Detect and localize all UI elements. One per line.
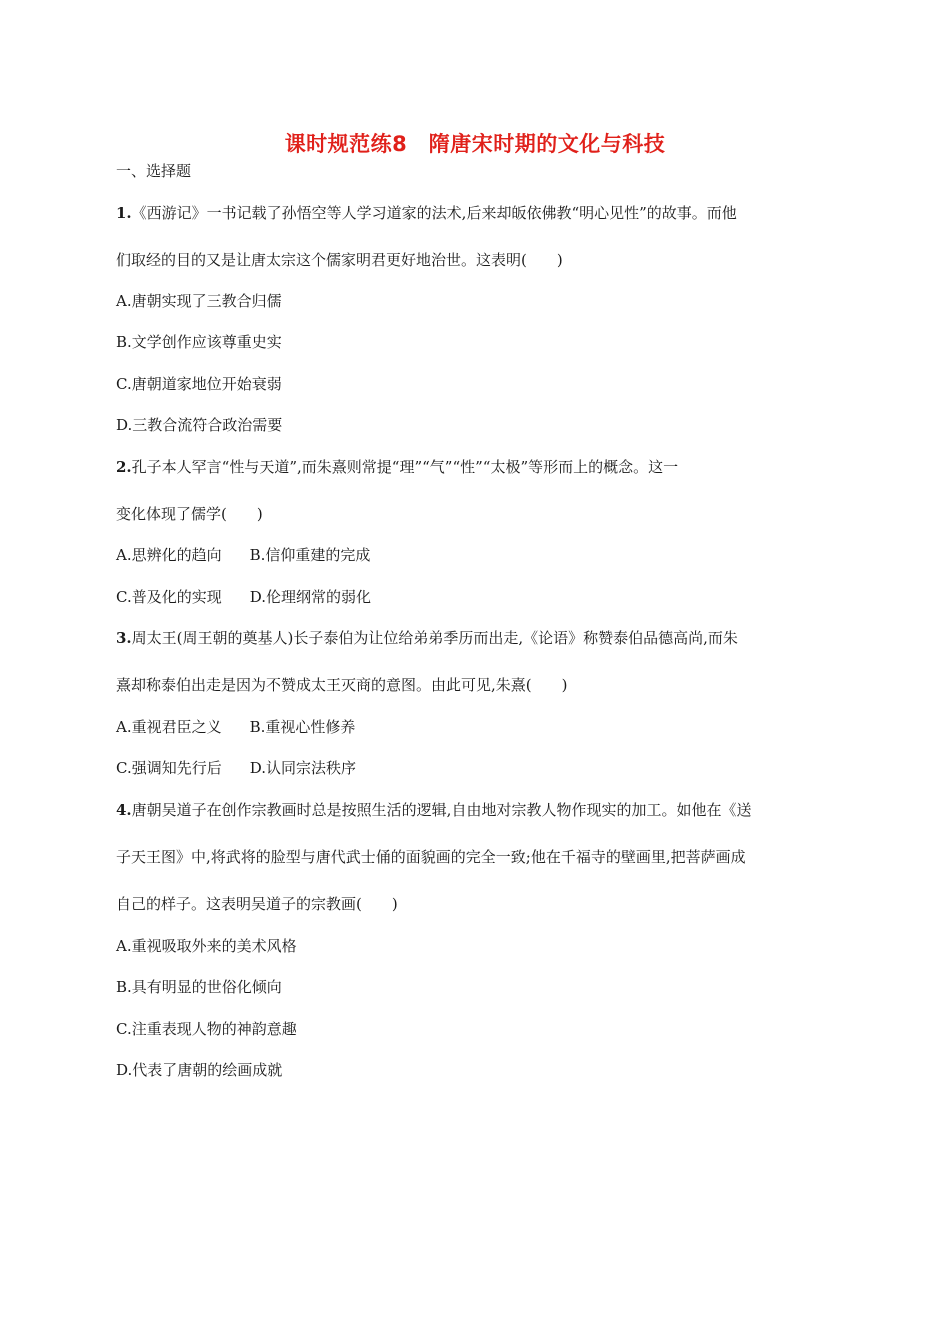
question-4-text-3: 自己的样子。这表明吴道子的宗教画( ) xyxy=(116,895,398,913)
question-2-option-a: A.思辨化的趋向 xyxy=(116,546,222,564)
question-3-number: 3. xyxy=(116,629,132,647)
question-1-text-1: 《西游记》一书记载了孙悟空等人学习道家的法术,后来却皈依佛教“明心见性”的故事。而他 xyxy=(131,204,737,222)
question-1-option-b: B.文学创作应该尊重史实 xyxy=(116,333,282,351)
question-1-option-a: A.唐朝实现了三教合归儒 xyxy=(116,292,282,310)
question-1-line-1 xyxy=(116,203,737,223)
question-1-option-d: D.三教合流符合政治需要 xyxy=(116,416,283,434)
question-3-options-row-1 xyxy=(116,717,355,737)
question-2-text-2: 变化体现了儒学( ) xyxy=(116,505,263,523)
question-3-text-1: 周太王(周王朝的奠基人)长子泰伯为让位给弟弟季历而出走,《论语》称赞泰伯品德高尚,而朱 xyxy=(131,629,738,647)
question-1-text-2: 们取经的目的又是让唐太宗这个儒家明君更好地治世。这表明( ) xyxy=(116,251,563,269)
question-3-option-b: B.重视心性修养 xyxy=(249,718,356,736)
question-2-options-row-2 xyxy=(116,587,371,607)
question-4-option-a: A.重视吸取外来的美术风格 xyxy=(116,937,297,955)
question-2-option-d: D.伦理纲常的弱化 xyxy=(249,588,371,606)
question-3-option-c: C.强调知先行后 xyxy=(116,759,222,777)
question-1-option-c: C.唐朝道家地位开始衰弱 xyxy=(116,375,282,393)
question-4-line-1 xyxy=(116,800,751,820)
question-2-option-b: B.信仰重建的完成 xyxy=(249,546,371,564)
question-3-text-2: 熹却称泰伯出走是因为不赞成太王灭商的意图。由此可见,朱熹( ) xyxy=(116,676,568,694)
question-4-option-d: D.代表了唐朝的绘画成就 xyxy=(116,1061,283,1079)
section-heading: 一、选择题 xyxy=(116,162,192,180)
question-4-number: 4. xyxy=(116,801,132,819)
question-2-text-1: 孔子本人罕言“性与天道”,而朱熹则常提“理”“气”“性”“太极”等形而上的概念。这一 xyxy=(131,458,679,476)
question-3-option-d: D.认同宗法秩序 xyxy=(249,759,356,777)
question-3-options-row-2 xyxy=(116,758,356,778)
question-4-option-c: C.注重表现人物的神韵意趣 xyxy=(116,1020,297,1038)
question-4-option-b: B.具有明显的世俗化倾向 xyxy=(116,978,282,996)
question-2-line-1 xyxy=(116,457,678,477)
question-3-option-a: A.重视君臣之义 xyxy=(116,718,222,736)
question-1-number: 1. xyxy=(116,204,132,222)
question-3-line-1 xyxy=(116,628,738,648)
question-2-number: 2. xyxy=(116,458,132,476)
question-2-options-row-1 xyxy=(116,545,370,565)
page-title: 课时规范练8 隋唐宋时期的文化与科技 xyxy=(284,132,666,156)
question-2-option-c: C.普及化的实现 xyxy=(116,588,222,606)
question-4-text-1: 唐朝吴道子在创作宗教画时总是按照生活的逻辑,自由地对宗教人物作现实的加工。如他在《送 xyxy=(131,801,752,819)
question-4-text-2: 子天王图》中,将武将的脸型与唐代武士俑的面貌画的完全一致;他在千福寺的壁画里,把菩萨画成 xyxy=(116,848,746,866)
